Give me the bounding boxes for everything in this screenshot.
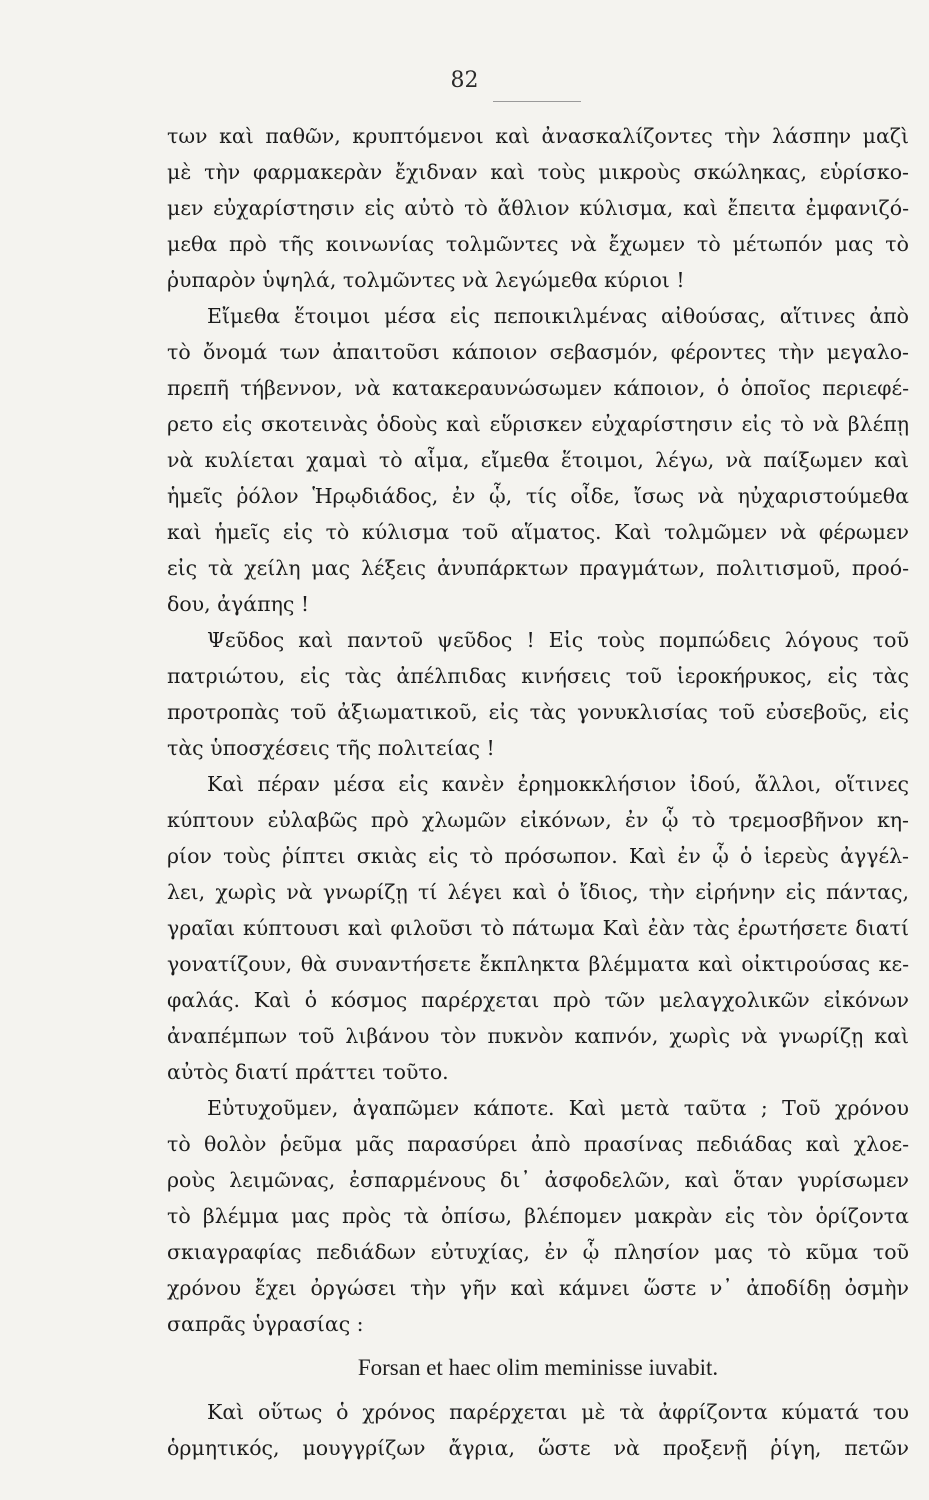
- text-line: ροὺς λειμῶνας, ἐσπαρμένους δι᾿ ἀσφοδελῶν, καὶ ὅταν γυρίσωμεν: [167, 1168, 909, 1192]
- text-line: ἡμεῖς ῥόλον Ἡρῳδιάδος, ἐν ᾧ, τίς οἶδε, ἴσως νὰ ηὐχαριστούμεθα: [167, 484, 909, 508]
- text-line: λει, χωρὶς νὰ γνωρίζῃ τί λέγει καὶ ὁ ἴδιος, τὴν εἰρήνην εἰς πάντας,: [167, 880, 909, 904]
- text-line: ἀναπέμπων τοῦ λιβάνου τὸν πυκνὸν καπνόν, χωρὶς νὰ γνωρίζῃ καὶ: [167, 1024, 909, 1048]
- text-line: Εἴμεθα ἕτοιμοι μέσα εἰς πεποικιλμένας αἰθούσας, αἵτινες ἀπὸ: [207, 304, 909, 328]
- text-line: καὶ ἡμεῖς εἰς τὸ κύλισμα τοῦ αἵματος. Καὶ τολμῶμεν νὰ φέρωμεν: [167, 520, 909, 544]
- latin-quotation: Forsan et haec olim meminisse iuvabit.: [357, 1355, 719, 1380]
- page-number: 82: [450, 68, 479, 93]
- text-line: μὲ τὴν φαρμακερὰν ἔχιδναν καὶ τοὺς μικροὺς σκώληκας, εὑρίσκο-: [167, 160, 909, 184]
- text-line: ὁρμητικός, μουγγρίζων ἄγρια, ὥστε νὰ προξενῇ ῥίγη, πετῶν: [167, 1436, 909, 1460]
- text-line: προτροπὰς τοῦ ἀξιωματικοῦ, εἰς τὰς γονυκλισίας τοῦ εὐσεβοῦς, εἰς: [167, 700, 909, 724]
- text-line: Εὐτυχοῦμεν, ἀγαπῶμεν κάποτε. Καὶ μετὰ ταῦτα ; Τοῦ χρόνου: [207, 1096, 909, 1120]
- text-line: ῥυπαρὸν ὑψηλά, τολμῶντες νὰ λεγώμεθα κύριοι !: [167, 268, 685, 292]
- text-line: σαπρᾶς ὑγρασίας :: [167, 1312, 364, 1336]
- text-line: δου, ἀγάπης !: [167, 592, 310, 616]
- header-rule: [493, 101, 581, 102]
- text-line: εἰς τὰ χείλη μας λέξεις ἀνυπάρκτων πραγμάτων, πολιτισμοῦ, προό-: [167, 556, 909, 580]
- text-line: αὐτὸς διατί πράττει τοῦτο.: [167, 1060, 449, 1084]
- text-line: σκιαγραφίας πεδιάδων εὐτυχίας, ἐν ᾧ πλησίον μας τὸ κῦμα τοῦ: [167, 1240, 909, 1264]
- text-line: Ψεῦδος καὶ παντοῦ ψεῦδος ! Εἰς τοὺς πομπώδεις λόγους τοῦ: [207, 628, 909, 652]
- text-line: πρεπῆ τήβεννον, νὰ κατακεραυνώσωμεν κάποιον, ὁ ὁποῖος περιεφέ-: [167, 376, 909, 400]
- text-line: πατριώτου, εἰς τὰς ἀπέλπιδας κινήσεις τοῦ ἱεροκήρυκος, εἰς τὰς: [167, 664, 909, 688]
- text-line: τὸ θολὸν ῥεῦμα μᾶς παρασύρει ἀπὸ πρασίνας πεδιάδας καὶ χλοε-: [167, 1132, 909, 1156]
- text-line: χρόνου ἔχει ὀργώσει τὴν γῆν καὶ κάμνει ὥστε ν᾿ ἀποδίδῃ ὀσμὴν: [167, 1276, 909, 1300]
- text-line: φαλάς. Καὶ ὁ κόσμος παρέρχεται πρὸ τῶν μελαγχολικῶν εἰκόνων: [167, 988, 909, 1012]
- text-line: Καὶ οὕτως ὁ χρόνος παρέρχεται μὲ τὰ ἀφρίζοντα κύματά του: [207, 1400, 909, 1424]
- text-line: νὰ κυλίεται χαμαὶ τὸ αἷμα, εἴμεθα ἕτοιμοι, λέγω, νὰ παίξωμεν καὶ: [167, 448, 909, 472]
- text-line: γραῖαι κύπτουσι καὶ φιλοῦσι τὸ πάτωμα Καὶ ἐὰν τὰς ἐρωτήσετε διατί: [167, 916, 909, 940]
- text-line: ρίον τοὺς ῥίπτει σκιὰς εἰς τὸ πρόσωπον. Καὶ ἐν ᾧ ὁ ἱερεὺς ἀγγέλ-: [167, 844, 909, 868]
- text-line: Καὶ πέραν μέσα εἰς κανὲν ἐρημοκκλήσιον ἰδού, ἄλλοι, οἵτινες: [207, 772, 909, 796]
- text-line: των καὶ παθῶν, κρυπτόμενοι καὶ ἀνασκαλίζοντες τὴν λάσπην μαζὶ: [167, 124, 909, 148]
- text-line: γονατίζουν, θὰ συναντήσετε ἔκπληκτα βλέμματα καὶ οἰκτιρούσας κε-: [167, 952, 909, 976]
- text-line: τὸ βλέμμα μας πρὸς τὰ ὀπίσω, βλέπομεν μακρὰν εἰς τὸν ὁρίζοντα: [167, 1204, 909, 1228]
- text-line: κύπτουν εὐλαβῶς πρὸ χλωμῶν εἰκόνων, ἐν ᾧ τὸ τρεμοσβῆνον κη-: [167, 808, 909, 832]
- text-line: μεθα πρὸ τῆς κοινωνίας τολμῶντες νὰ ἔχωμεν τὸ μέτωπόν μας τὸ: [167, 232, 909, 256]
- text-line: τὰς ὑποσχέσεις τῆς πολιτείας !: [167, 736, 495, 760]
- text-line: ρετο εἰς σκοτεινὰς ὁδοὺς καὶ εὕρισκεν εὐχαρίστησιν εἰς τὸ νὰ βλέπῃ: [167, 412, 909, 436]
- text-line: τὸ ὄνομά των ἀπαιτοῦσι κάποιον σεβασμόν, φέροντες τὴν μεγαλο-: [167, 340, 909, 364]
- text-line: μεν εὐχαρίστησιν εἰς αὐτὸ τὸ ἄθλιον κύλισμα, καὶ ἔπειτα ἐμφανιζό-: [167, 196, 909, 220]
